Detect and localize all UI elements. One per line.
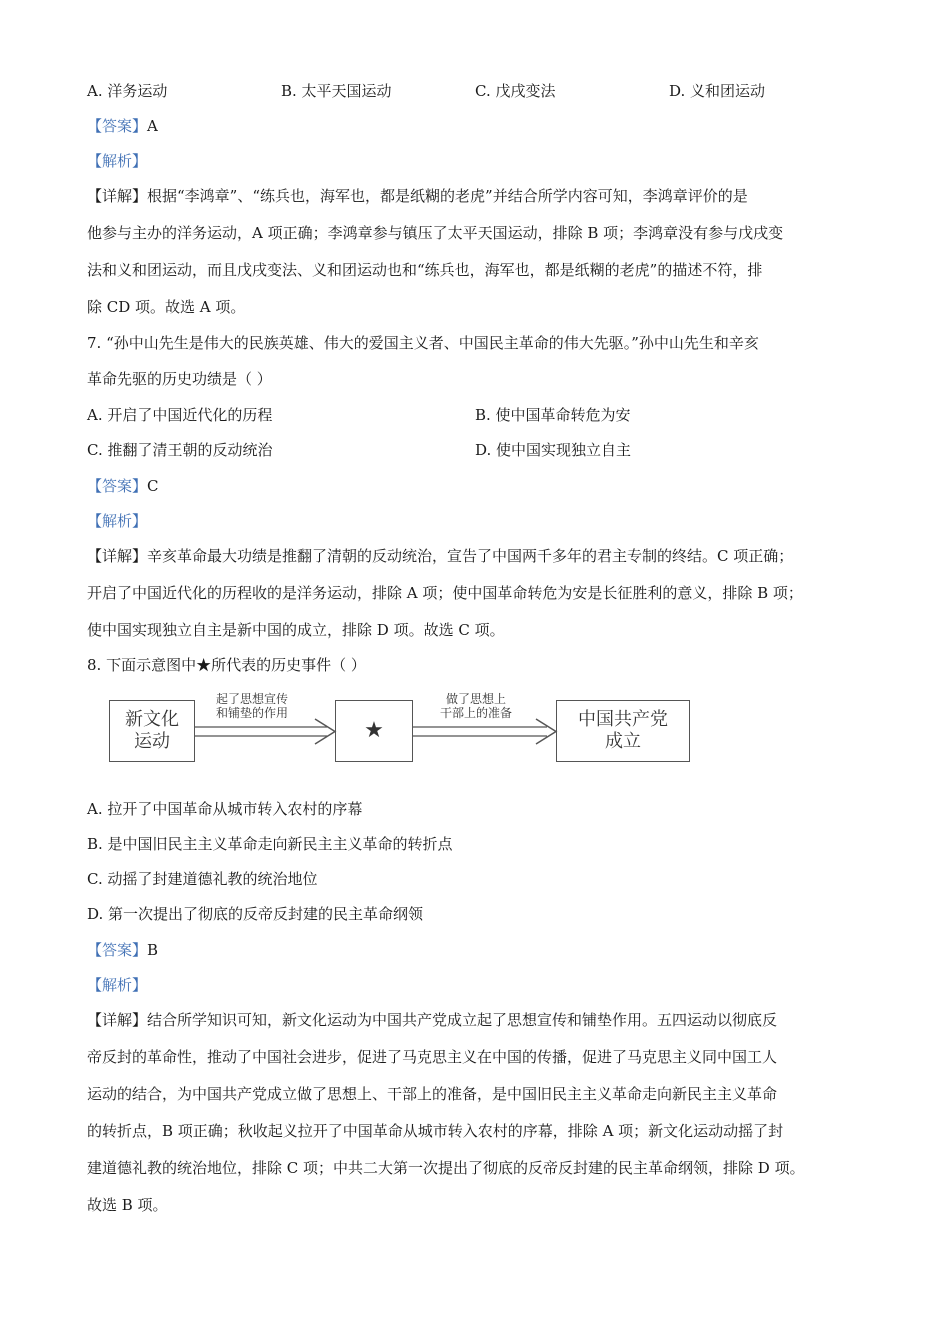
flow-diagram (87, 686, 692, 768)
q8-detail-line-1 (87, 1010, 777, 1030)
q7-stem-line-2: 革命先驱的历史功绩是（ ） (87, 370, 272, 388)
answer-tag: 【答案】 (87, 941, 148, 959)
q6-analysis-tag: 【解析】 (87, 152, 148, 170)
q8-analysis-tag: 【解析】 (87, 976, 148, 994)
box-star-event (335, 700, 413, 762)
q8-detail-line-2: 帝反封的革命性，推动了中国社会进步，促进了马克思主义在中国的传播，促进了马克思主义同中国工人 (87, 1048, 778, 1066)
q7-stem-line-1: 7. “孙中山先生是伟大的民族英雄、伟大的爱国主义者、中国民主革命的伟大先驱。”孙中山先生和辛亥 (87, 334, 759, 352)
box-ccp-founded (556, 700, 690, 762)
detail-tag: 【详解】 (87, 547, 148, 565)
q6-detail-line-2: 他参与主办的洋务运动，A 项正确；李鸿章参与镇压了太平天国运动，排除 B 项；李鸿章没有参与戊戌变 (87, 224, 784, 242)
box1-line2: 运动 (134, 731, 170, 752)
q7-answer: C (147, 477, 159, 495)
q6-option-c: C. 戊戌变法 (475, 82, 556, 100)
star-icon: ★ (364, 718, 384, 743)
q8-detail-line-3: 运动的结合，为中国共产党成立做了思想上、干部上的准备，是中国旧民主主义革命走向新民主主义革命 (87, 1085, 778, 1103)
q6-option-d: D. 义和团运动 (669, 82, 766, 100)
q8-option-c: C. 动摇了封建道德礼教的统治地位 (87, 870, 318, 888)
q6-detail-line-3: 法和义和团运动，而且戊戌变法、义和团运动也和“练兵也，海军也，都是纸糊的老虎”的描述不符，排 (87, 261, 763, 279)
detail-tag: 【详解】 (87, 187, 148, 205)
q8-option-a: A. 拉开了中国革命从城市转入农村的序幕 (87, 800, 363, 818)
q8-answer: B (147, 941, 159, 959)
box-new-culture-movement (109, 700, 195, 762)
arrow2-label-line1: 做了思想上 (445, 692, 506, 706)
q7-option-d: D. 使中国实现独立自主 (475, 441, 632, 459)
arrow2-label-line2: 干部上的准备 (439, 706, 512, 720)
q8-stem: 8. 下面示意图中★所代表的历史事件（ ） (87, 656, 366, 674)
answer-tag: 【答案】 (87, 477, 148, 495)
q8-detail-text: 结合所学知识可知，新文化运动为中国共产党成立起了思想宣传和铺垫作用。五四运动以彻底反 (147, 1011, 778, 1029)
q6-option-b: B. 太平天国运动 (281, 82, 392, 100)
q7-option-c: C. 推翻了清王朝的反动统治 (87, 441, 273, 459)
q7-detail-line-2: 开启了中国近代化的历程收的是洋务运动，排除 A 项；使中国革命转危为安是长征胜利的意义，排除 B 项； (87, 584, 803, 602)
q8-option-d: D. 第一次提出了彻底的反帝反封建的民主革命纲领 (87, 905, 424, 923)
q7-analysis-tag: 【解析】 (87, 512, 148, 530)
q6-detail-line-1 (87, 186, 748, 206)
arrow1-label-line2: 和铺垫的作用 (215, 706, 288, 720)
q7-answer-line (87, 476, 159, 496)
q7-option-b: B. 使中国革命转危为安 (475, 406, 631, 424)
q6-detail-line-4: 除 CD 项。故选 A 项。 (87, 298, 246, 316)
q6-answer: A (147, 117, 158, 135)
box3-line2: 成立 (605, 731, 641, 752)
box1-line1: 新文化 (125, 709, 179, 730)
q8-option-b: B. 是中国旧民主主义革命走向新民主主义革命的转折点 (87, 835, 453, 853)
q8-detail-line-5: 建道德礼教的统治地位，排除 C 项；中共二大第一次提出了彻底的反帝反封建的民主革命纲领，排除 D 项。 (87, 1159, 805, 1177)
q8-detail-line-6: 故选 B 项。 (87, 1196, 168, 1214)
q6-detail-text: 根据“李鸿章”、“练兵也，海军也，都是纸糊的老虎”并结合所学内容可知，李鸿章评价的是 (147, 187, 748, 205)
q6-answer-line (87, 116, 158, 136)
q8-answer-line (87, 940, 158, 960)
q7-detail-line-1 (87, 546, 793, 566)
q7-detail-text: 辛亥革命最大功绩是推翻了清朝的反动统治，宣告了中国两千多年的君主专制的终结。C 项正确； (147, 547, 794, 565)
detail-tag: 【详解】 (87, 1011, 148, 1029)
q7-option-a: A. 开启了中国近代化的历程 (87, 406, 273, 424)
q6-option-a: A. 洋务运动 (87, 82, 168, 100)
q7-detail-line-3: 使中国实现独立自主是新中国的成立，排除 D 项。故选 C 项。 (87, 621, 505, 639)
q8-detail-line-4: 的转折点，B 项正确；秋收起义拉开了中国革命从城市转入农村的序幕，排除 A 项；新文化运动动摇了封 (87, 1122, 784, 1140)
answer-tag: 【答案】 (87, 117, 148, 135)
arrow1-label (197, 692, 307, 720)
box3-line1: 中国共产党 (578, 709, 668, 730)
arrow2-label (417, 692, 535, 720)
arrow1-label-line1: 起了思想宣传 (215, 692, 288, 706)
